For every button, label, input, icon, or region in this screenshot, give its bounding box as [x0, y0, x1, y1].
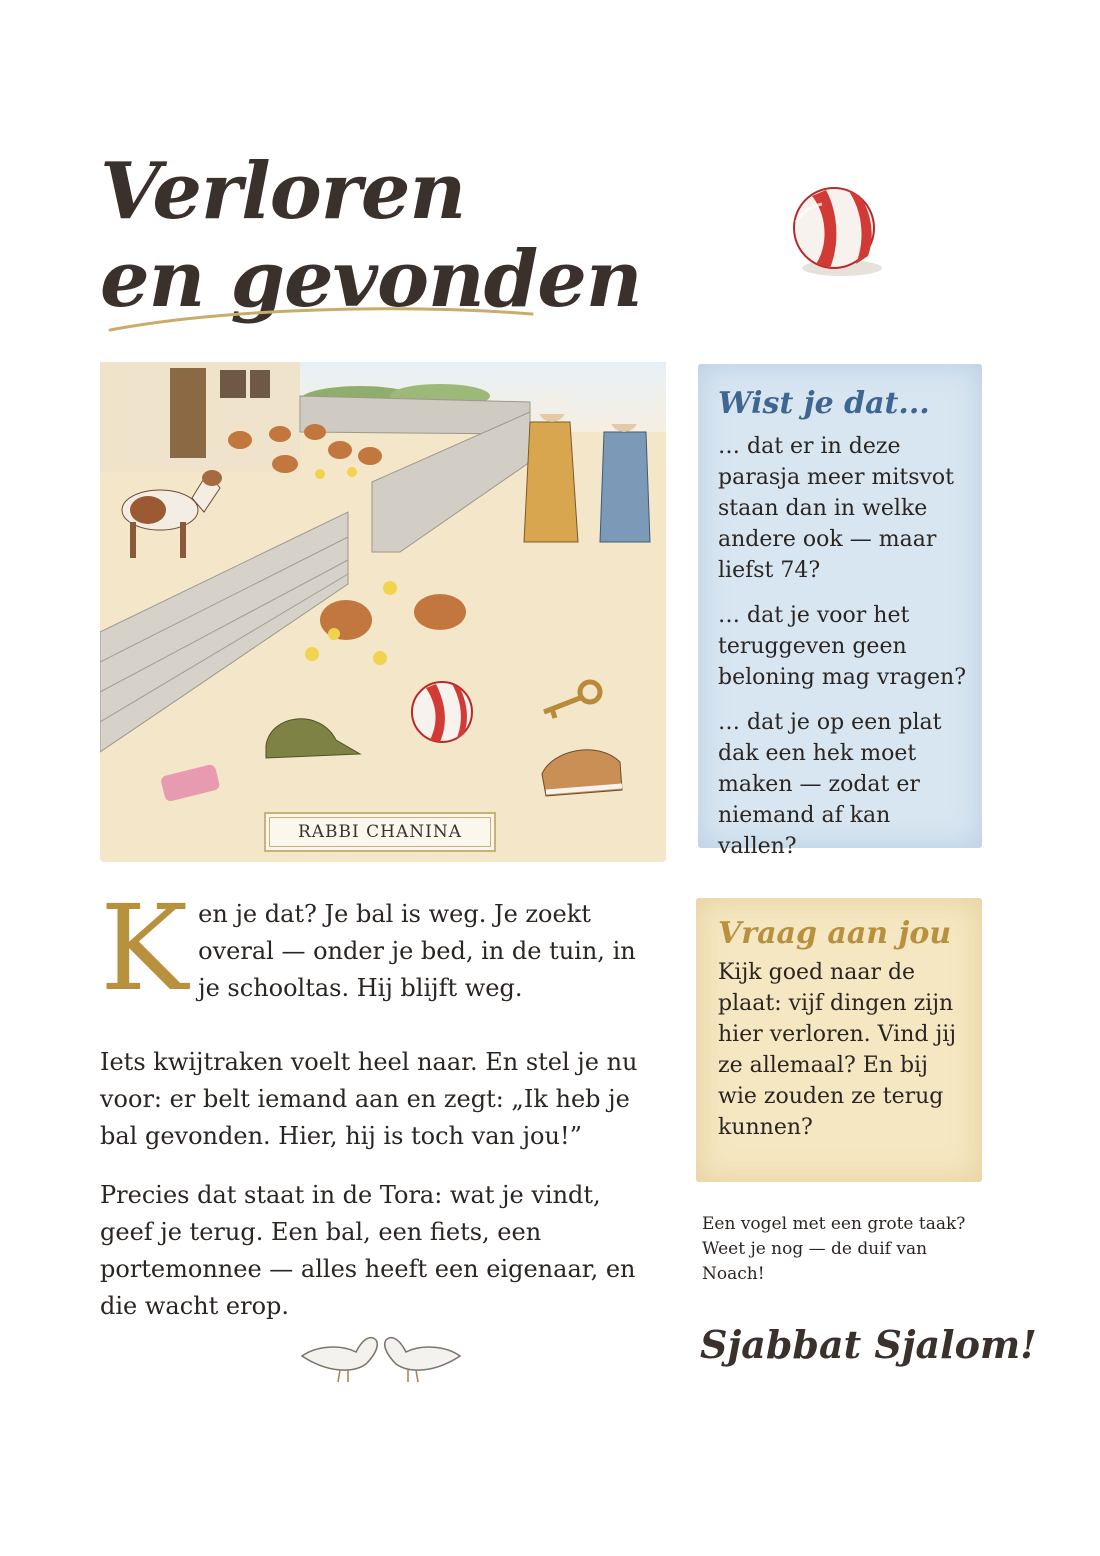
story-paragraph-2: Iets kwijtraken voelt heel naar. En stel je nu voor: er belt iemand aan en zegt: „Ik heb je bal gevonden. Hier, hij is toch van jou!”	[100, 1048, 638, 1150]
illustration-caption: RABBI CHANINA	[264, 812, 496, 852]
fact-item: … dat je op een plat dak een hek moet maken — zodat er niemand af kan vallen?	[718, 710, 942, 859]
beach-ball-icon	[782, 182, 894, 282]
title-line-1: Verloren	[100, 146, 466, 237]
fact-item: … dat er in deze parasja meer mitsvot staan dan in welke andere ook — maar liefst 74?	[718, 434, 955, 583]
doves-icon	[296, 1316, 466, 1386]
story-body	[100, 879, 660, 1347]
story-paragraph-1-text: en je dat? Je bal is weg. Je zoekt overal — onder je bed, in de tuin, in je schooltas. Hij blijft weg.	[198, 900, 636, 1002]
sign-off: Sjabbat Sjalom!	[700, 1322, 1037, 1367]
vraag-aan-jou-box	[696, 898, 982, 1182]
side-note: Een vogel met een grote taak? Weet je nog — de duif van Noach!	[702, 1214, 966, 1284]
story-paragraph-1	[100, 879, 660, 1026]
fact-item: … dat je voor het teruggeven geen beloning mag vragen?	[718, 603, 967, 690]
drop-cap: K	[100, 879, 189, 1017]
title-line-2: en gevonden	[100, 234, 642, 325]
wist-je-dat-title: Wist je dat...	[718, 386, 930, 421]
wist-je-dat-box	[698, 364, 982, 859]
page-title	[100, 148, 642, 324]
vraag-aan-jou-text: Kijk goed naar de plaat: vijf dingen zijn hier verloren. Vind jij ze allemaal? En bij wie zouden ze terug kunnen?	[718, 960, 957, 1140]
title-underline-flourish	[106, 300, 536, 340]
story-paragraph-3: Precies dat staat in de Tora: wat je vindt, geef je terug. Een bal, een fiets, een portemonnee — alles heeft een eigenaar, en die wacht erop.	[100, 1181, 636, 1320]
vraag-aan-jou-title: Vraag aan jou	[718, 916, 952, 951]
courtyard-illustration	[100, 362, 666, 862]
